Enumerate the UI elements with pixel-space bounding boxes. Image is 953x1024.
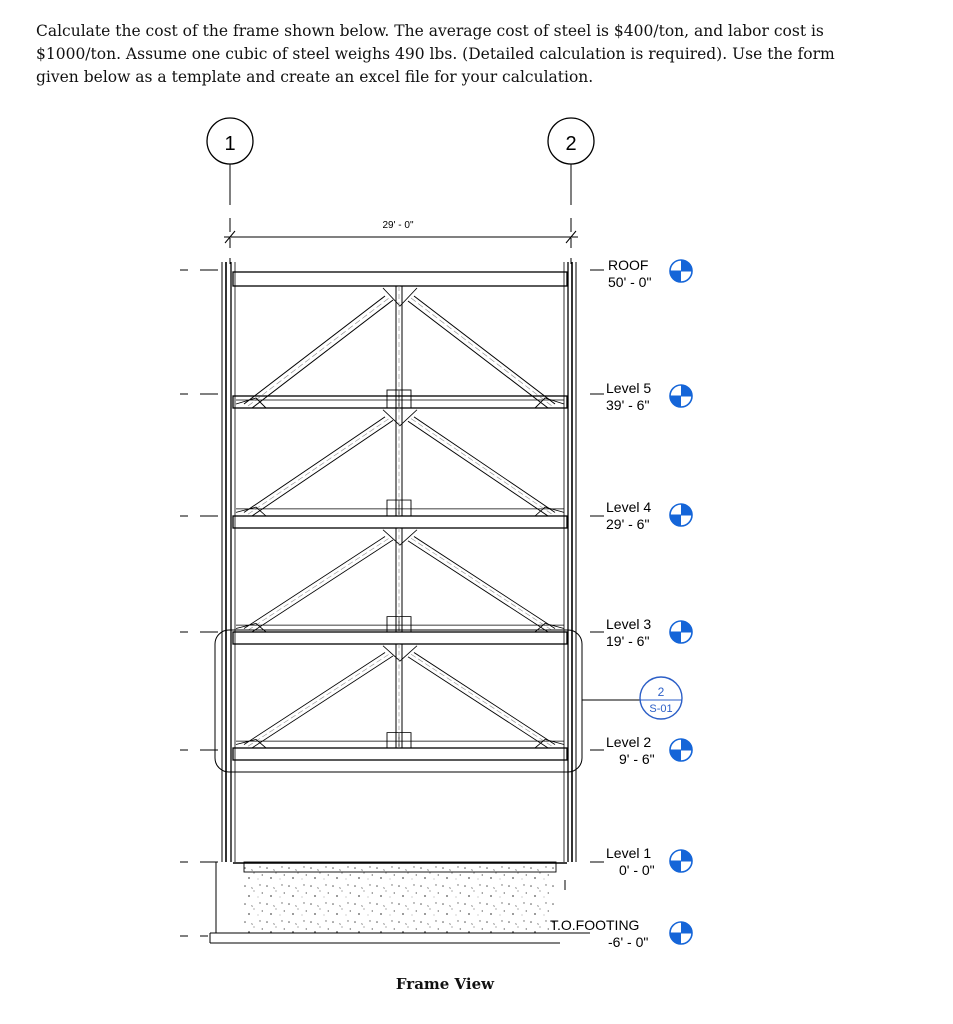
level-3 bbox=[606, 616, 692, 649]
footing-name: T.O.FOOTING bbox=[550, 917, 640, 933]
span-dimension-text: 29' - 0" bbox=[382, 220, 414, 231]
level-1-name: Level 1 bbox=[606, 845, 652, 861]
level-1 bbox=[606, 845, 692, 878]
bracing-bay-2 bbox=[236, 644, 564, 748]
grid-label-1: 1 bbox=[224, 133, 236, 155]
level-4-name: Level 4 bbox=[606, 499, 652, 515]
level-5 bbox=[606, 380, 692, 413]
bracing-bay-4 bbox=[236, 408, 564, 516]
level-3-name: Level 3 bbox=[606, 616, 652, 632]
level-marker-icon bbox=[670, 385, 692, 407]
level-2 bbox=[606, 734, 692, 767]
problem-line-1: Calculate the cost of the frame shown below. The average cost of steel is $400/ton, and labor cost is bbox=[36, 22, 824, 40]
bracing-bay-5 bbox=[236, 286, 564, 408]
level-1-elevation: 0' - 0" bbox=[619, 862, 655, 878]
floor-beams bbox=[233, 272, 567, 863]
level-4-elevation: 29' - 6" bbox=[606, 516, 650, 532]
level-2-name: Level 2 bbox=[606, 734, 652, 750]
level-3-elevation: 19' - 6" bbox=[606, 633, 650, 649]
footing bbox=[210, 862, 590, 943]
level-5-elevation: 39' - 6" bbox=[606, 397, 650, 413]
level-roof bbox=[608, 257, 692, 290]
callout-number: 2 bbox=[657, 685, 665, 699]
problem-line-2: $1000/ton. Assume one cubic of steel weighs 490 lbs. (Detailed calculation is required). Use the form bbox=[36, 45, 835, 63]
level-roof-name: ROOF bbox=[608, 257, 649, 273]
callout-sheet: S-01 bbox=[649, 703, 673, 715]
span-dimension bbox=[224, 220, 578, 243]
level-marker-icon bbox=[670, 504, 692, 526]
section-callout-box bbox=[215, 630, 582, 772]
level-marker-icon bbox=[670, 621, 692, 643]
footing-elevation: -6' - 0" bbox=[608, 934, 649, 950]
level-marker-icon bbox=[670, 850, 692, 872]
level-roof-elevation: 50' - 0" bbox=[608, 274, 652, 290]
section-callout bbox=[582, 677, 682, 719]
level-reference-lines bbox=[180, 258, 604, 936]
level-4 bbox=[606, 499, 692, 532]
level-5-name: Level 5 bbox=[606, 380, 652, 396]
bracing-bay-3 bbox=[236, 528, 564, 632]
grid-label-2: 2 bbox=[565, 133, 577, 155]
level-2-elevation: 9' - 6" bbox=[619, 751, 655, 767]
problem-line-3: given below as a template and create an excel file for your calculation. bbox=[36, 68, 594, 86]
level-marker-icon bbox=[670, 260, 692, 282]
level-marker-icon bbox=[670, 739, 692, 761]
drawing-caption: Frame View bbox=[395, 975, 495, 993]
level-marker-icon bbox=[670, 922, 692, 944]
